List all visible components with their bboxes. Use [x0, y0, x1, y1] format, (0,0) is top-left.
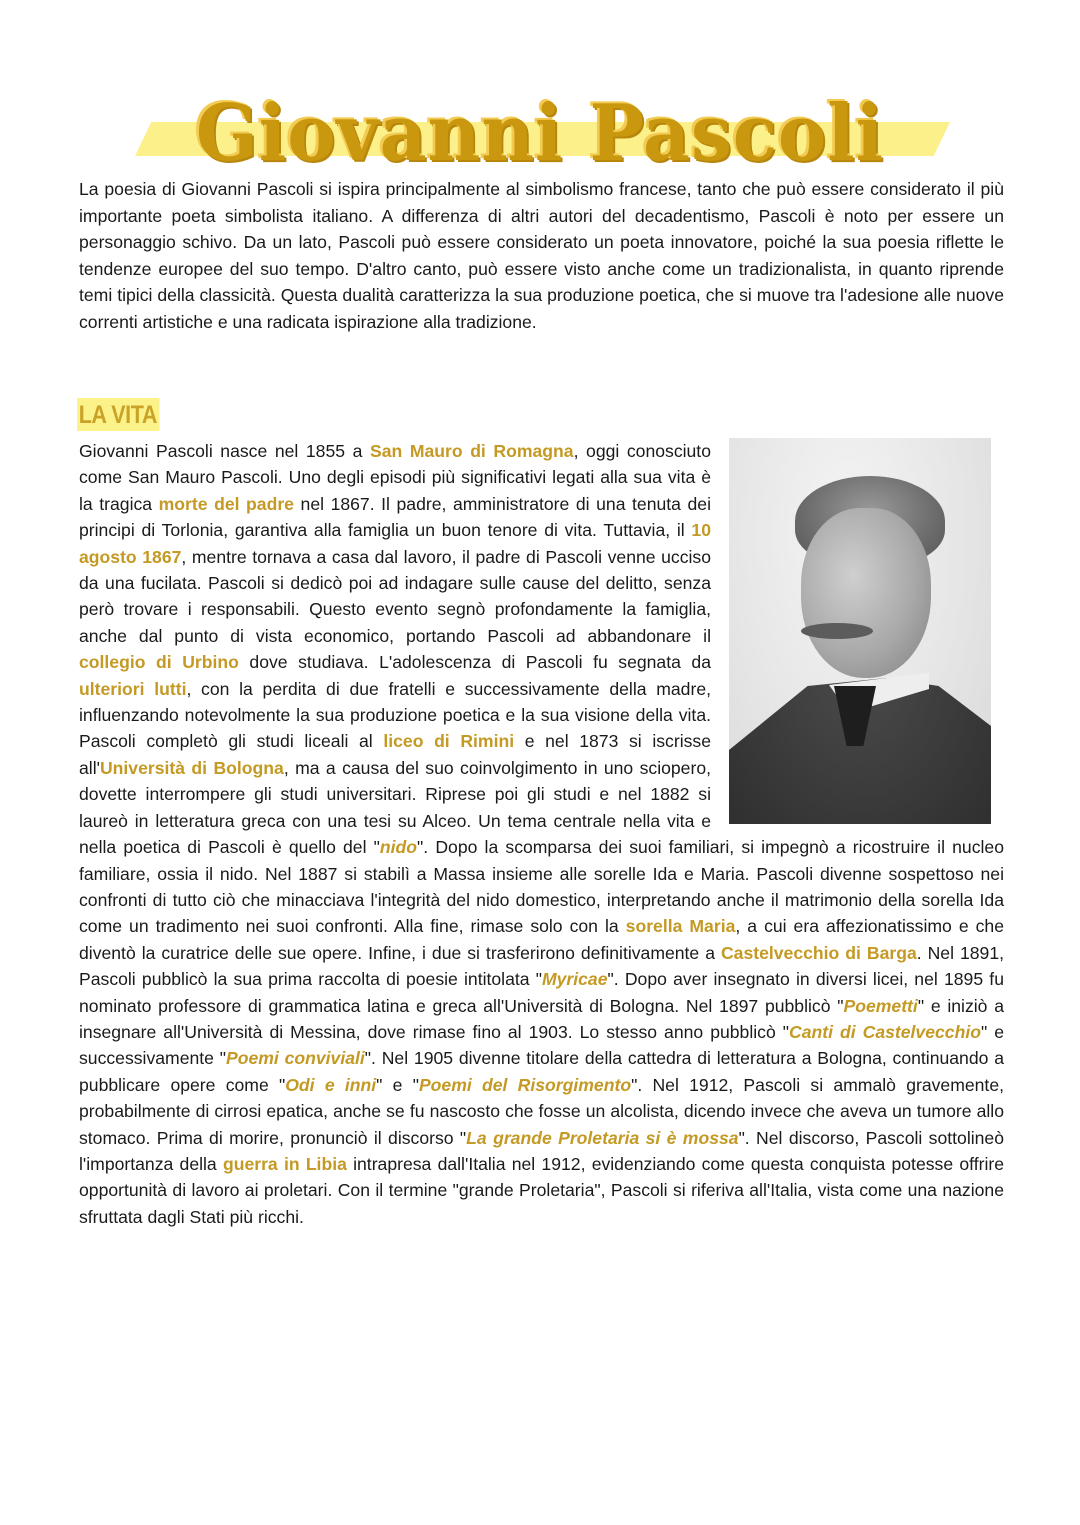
- work-title: nido: [379, 837, 418, 858]
- text-run: , ma a causa del suo coinvolgimento in uno sciopero, dovette interrompere gli studi universitari. Riprese poi gli studi e nel 1882 si laureò in letteratura greca con una tesi su Alceo. Un tema centrale nella vita e nella poetica di Pascoli è quello del ": [79, 757, 711, 858]
- text-run: ". Nel discorso, Pascoli sottolineò l'importanza della: [79, 1127, 1004, 1174]
- text-run: e nel 1873 si iscrisse all': [79, 731, 711, 778]
- highlighted-term: San Mauro di Romagna: [369, 441, 574, 461]
- intro-paragraph: La poesia di Giovanni Pascoli si ispira principalmente al simbolismo francese, tanto che può essere considerato il più importante poeta simbolista italiano. A differenza di altri autori del decadentismo, Pascoli è noto per essere un personaggio schivo. Da un lato, Pascoli può essere considerato un poeta innovatore, poiché la sua poesia riflette le tendenze europee del suo tempo. D'altro canto, può essere visto anche come un tradizionalista, in quanto riprende temi tipici della classicità. Questa dualità caratterizza la sua produzione poetica, che si muove tra l'adesione alle nuove correnti artistiche e una radicata ispirazione alla tradizione.: [79, 179, 1004, 332]
- biography-paragraph: [79, 438, 1004, 1230]
- text-run: , oggi conosciuto come San Mauro Pascoli. Uno degli episodi più significativi legati alla sua vita è la tragica: [79, 441, 711, 514]
- portrait-face: [801, 508, 931, 678]
- highlighted-term: ulteriori lutti: [79, 678, 187, 699]
- text-run: . Nel 1891, Pascoli pubblicò la sua prima raccolta di poesie intitolata ": [79, 942, 1004, 990]
- work-title: Myricae: [541, 969, 608, 990]
- highlighted-term: liceo di Rimini: [383, 731, 515, 752]
- text-run: " e successivamente ": [79, 1021, 1005, 1069]
- text-run: intrapresa dall'Italia nel 1912, evidenziando come questa conquista potesse offrire opportunità di lavoro ai proletari. Con il termine "grande Proletaria", Pascoli si riferiva all'Italia, vista come una nazione sfruttata dagli Stati più ricchi.: [79, 1153, 1004, 1227]
- text-run: nel 1867. Il padre, amministratore di una tenuta dei principi di Torlonia, garantiva alla famiglia un buon tenore di vita. Tuttavia, il: [79, 493, 711, 541]
- page-header: [0, 40, 1080, 179]
- section-heading-la-vita: LA VITA: [77, 398, 160, 431]
- highlighted-term: guerra in Libia: [222, 1153, 347, 1174]
- highlighted-term: morte del padre: [158, 493, 294, 514]
- work-title: Poemi conviviali: [226, 1048, 365, 1069]
- work-title: La grande Proletaria si è mossa: [466, 1127, 739, 1148]
- text-run: ". Nel 1912, Pascoli si ammalò gravemente, probabilmente di cirrosi epatica, anche se fu nascosto che fosse un alcolista, dicendo invece che aveva un tumore allo stomaco. Prima di morire, pronunciò il discorso ": [79, 1074, 1004, 1148]
- text-run: Giovanni Pascoli nasce nel 1855 a: [79, 441, 370, 461]
- text-run: , mentre tornava a casa dal lavoro, il padre di Pascoli venne ucciso da una fucilata. Pascoli si dedicò poi ad indagare sulle cause del delitto, senza però trovare i responsabili. Questo evento segnò profondamente la famiglia, anche dal punto di vista economico, portando Pascoli ad abbandonare il: [79, 546, 712, 646]
- text-run: ". Dopo la scomparsa dei suoi familiari, si impegnò a ricostruire il nucleo familiare, ossia il nido. Nel 1887 si stabilì a Massa insieme alle sorelle Ida e Maria. Pascoli divenne sospettoso nei confronti di tutto ciò che minacciava l'integrità del nido domestico, interpretando anche il matrimonio della sorella Ida come un tradimento nei suoi confronti. Alla fine, rimase solo con la: [79, 837, 1004, 937]
- text-run: dove studiava. L'adolescenza di Pascoli fu segnata da: [238, 652, 711, 673]
- work-title: Odi e inni: [285, 1074, 377, 1095]
- text-run: " e ": [376, 1074, 419, 1095]
- highlighted-term: Castelvecchio di Barga: [720, 942, 917, 963]
- highlighted-term: collegio di Urbino: [79, 652, 239, 673]
- text-run: " e iniziò a insegnare all'Università di Messina, dove rimase fino al 1903. Lo stesso anno pubblicò ": [79, 995, 1005, 1042]
- highlighted-term: Università di Bologna: [99, 757, 284, 778]
- text-run: , a cui era affezionatissimo e che diventò la curatrice delle sue opere. Infine, i due si trasferirono definitivamente a: [79, 916, 1004, 963]
- text-run: , con la perdita di due fratelli e successivamente della madre, influenzando notevolmente la sua produzione poetica e la sua visione della vita. Pascoli completò gli studi liceali al: [79, 678, 711, 752]
- text-run: ". Nel 1905 divenne titolare della cattedra di letteratura a Bologna, continuando a pubblicare opere come ": [79, 1048, 1004, 1095]
- work-title: Poemetti: [843, 995, 918, 1016]
- page-title: Giovanni Pascoli: [195, 88, 885, 179]
- highlighted-term: 10 agosto 1867: [79, 520, 711, 567]
- text-run: ". Dopo aver insegnato in diversi licei, nel 1895 fu nominato professore di grammatica latina e greca all'Università di Bologna. Nel 1897 pubblicò ": [79, 969, 1004, 1016]
- work-title: Poemi del Risorgimento: [418, 1074, 632, 1095]
- portrait-mustache: [801, 623, 873, 639]
- work-title: Canti di Castelvecchio: [789, 1021, 981, 1042]
- highlighted-term: sorella Maria: [625, 916, 736, 937]
- portrait-image: [729, 438, 991, 824]
